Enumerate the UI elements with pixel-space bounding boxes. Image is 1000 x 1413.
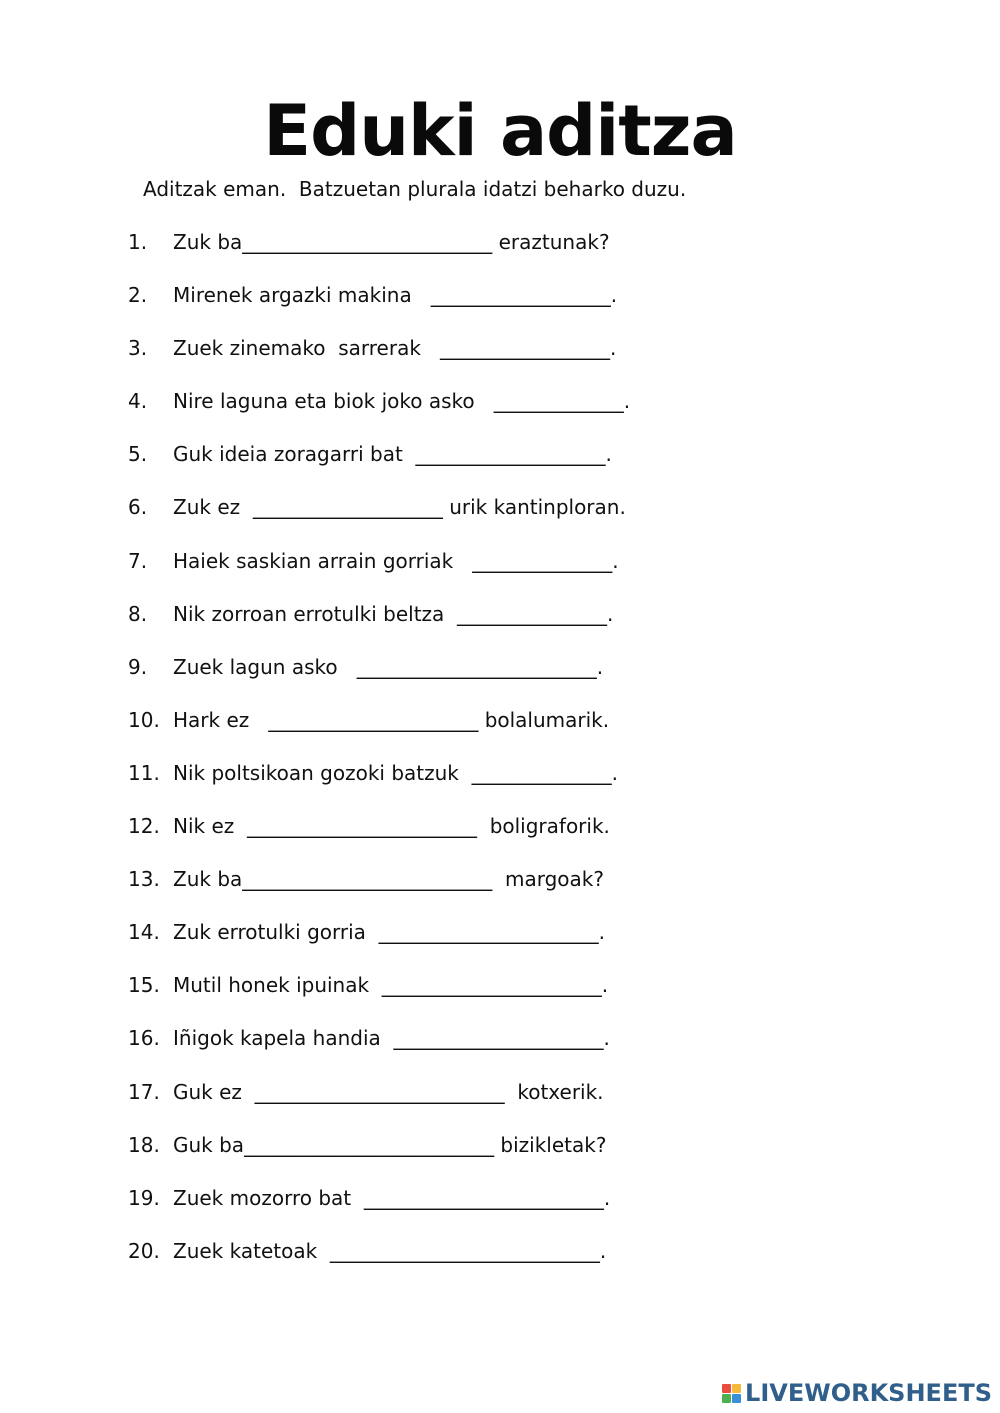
item-sentence: Haiek saskian arrain gorriak ______________.	[173, 548, 619, 573]
item-number: 7.	[128, 548, 148, 573]
item-sentence: Iñigok kapela handia _____________________.	[173, 1026, 610, 1051]
logo-square-icon	[722, 1394, 731, 1403]
item-sentence: Guk ba_________________________ bizikletak?	[173, 1132, 607, 1157]
item-sentence: Zuk ba_________________________ margoak?	[173, 867, 604, 892]
item-number: 18.	[128, 1132, 160, 1157]
item-sentence: Nik zorroan errotulki beltza _______________.	[173, 601, 614, 626]
exercise-item-13	[128, 865, 604, 918]
exercise-item-8	[128, 600, 614, 653]
logo-square-icon	[732, 1394, 741, 1403]
logo-square-icon	[722, 1384, 731, 1393]
item-number: 5.	[128, 442, 148, 467]
exercise-item-10	[128, 706, 610, 759]
item-number: 1.	[128, 230, 148, 254]
exercise-item-14	[128, 918, 605, 971]
exercise-item-19	[128, 1184, 611, 1237]
item-sentence: Guk ideia zoragarri bat ___________________.	[173, 442, 612, 467]
item-sentence: Zuek katetoak ___________________________.	[173, 1238, 607, 1263]
item-number: 17.	[128, 1079, 160, 1104]
item-number: 4.	[128, 389, 148, 414]
exercise-item-2	[128, 281, 618, 334]
item-number: 14.	[128, 920, 160, 945]
item-sentence: Mirenek argazki makina __________________.	[173, 283, 618, 308]
liveworksheets-logo	[722, 1378, 992, 1408]
item-number: 9.	[128, 654, 148, 679]
item-sentence: Zuk errotulki gorria ______________________.	[173, 920, 605, 945]
exercise-item-4	[128, 387, 631, 440]
item-sentence: Hark ez _____________________ bolalumarik.	[173, 707, 610, 732]
item-number: 10.	[128, 707, 160, 732]
item-sentence: Zuk ba_________________________ eraztunak?	[173, 230, 610, 254]
item-number: 13.	[128, 867, 160, 892]
item-sentence: Guk ez _________________________ kotxerik.	[173, 1079, 604, 1104]
item-number: 15.	[128, 973, 160, 998]
exercise-item-7	[128, 547, 619, 600]
exercise-item-12	[128, 812, 610, 865]
item-sentence: Zuek zinemako sarrerak _________________.	[173, 336, 617, 361]
exercise-item-17	[128, 1078, 604, 1131]
item-number: 19.	[128, 1185, 160, 1210]
item-number: 16.	[128, 1026, 160, 1051]
exercise-item-6	[128, 493, 626, 546]
item-sentence: Mutil honek ipuinak ______________________.	[173, 973, 609, 998]
item-sentence: Zuk ez ___________________ urik kantinploran.	[173, 495, 626, 520]
item-number: 12.	[128, 814, 160, 839]
exercise-item-16	[128, 1024, 610, 1077]
exercise-item-11	[128, 759, 618, 812]
item-sentence: Nik ez _______________________ boligraforik.	[173, 814, 610, 839]
exercise-item-9	[128, 653, 604, 706]
item-number: 2.	[128, 283, 148, 308]
instructions-text: Aditzak eman. Batzuetan plurala idatzi beharko duzu.	[143, 177, 687, 201]
item-number: 8.	[128, 601, 148, 626]
item-sentence: Zuek mozorro bat ________________________.	[173, 1185, 611, 1210]
item-sentence: Nik poltsikoan gozoki batzuk ______________.	[173, 760, 618, 785]
logo-icon	[722, 1384, 741, 1403]
item-sentence: Nire laguna eta biok joko asko _____________.	[173, 389, 631, 414]
exercise-item-15	[128, 971, 609, 1024]
logo-square-icon	[732, 1384, 741, 1393]
item-sentence: Zuek lagun asko ________________________.	[173, 654, 604, 679]
logo-text: LIVEWORKSHEETS	[745, 1379, 992, 1407]
item-number: 6.	[128, 495, 148, 520]
exercise-item-18	[128, 1131, 607, 1184]
exercise-item-20	[128, 1237, 607, 1290]
exercise-item-1	[128, 228, 610, 281]
item-number: 11.	[128, 760, 160, 785]
exercise-item-5	[128, 440, 612, 493]
exercise-item-3	[128, 334, 617, 387]
item-number: 3.	[128, 336, 148, 361]
exercise-list	[128, 228, 631, 1290]
page-title: Eduki aditza	[263, 90, 737, 172]
item-number: 20.	[128, 1238, 160, 1263]
